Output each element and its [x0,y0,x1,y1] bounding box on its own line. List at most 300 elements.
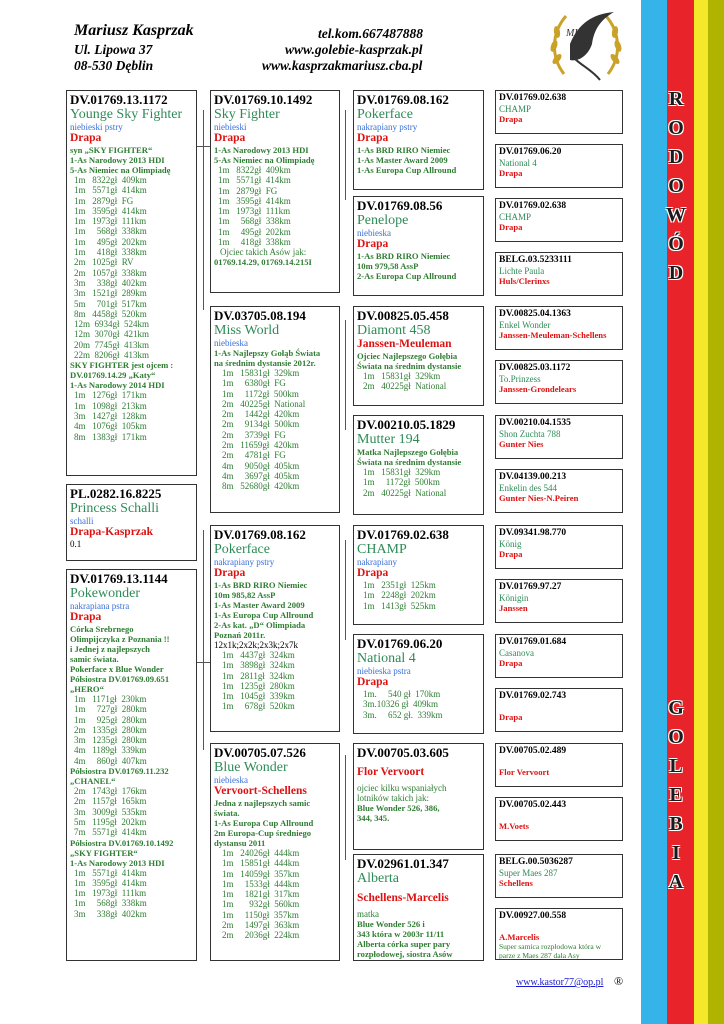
pigeon-card-sire [66,90,197,476]
pigeon-card-ancestor-11 [495,634,623,678]
results-list [214,368,336,492]
side-letter: W [666,204,686,226]
pigeon-name [499,922,619,932]
pigeon-name: Sky Fighter [214,107,280,122]
result-row: 2m 2036gł 224km [222,930,300,941]
pigeon-name: To.Prinzess [499,374,541,384]
pigeon-name [499,811,619,821]
pigeon-name: Alberta [357,871,399,886]
result-row: 1m 2879gł FG [74,195,134,206]
pigeon-name: Princess Schalli [70,501,160,516]
achievement-line: 1-As Europa Cup Allround [214,610,314,620]
breeder: Drapa [214,567,246,579]
offspring-label: Ojciec takich Asów jak: [220,247,307,258]
side-letter: I [672,842,680,864]
achievement-line: rozpłodowej, siostra Asów [357,949,453,959]
ring-number: DV.02961.01.347 [357,856,449,871]
owner-phone: tel.kom.667487888 [318,26,423,41]
result-row: 1m 2351gł 125km [363,580,436,590]
logo-monogram: MK [566,28,581,39]
ring-number: BELG.00.5036287 [499,857,573,867]
pigeon-color: niebieska [214,338,248,348]
side-letter: R [668,88,684,110]
pigeon-name: Pokerface [214,542,270,557]
pigeon-card-parent-5 [353,525,484,625]
description: Super samica rozpłodowa która w parze z Maes 287 dała Asy [499,942,602,960]
pigeon-card-princess [66,484,197,561]
pigeon-card-ancestor-2 [495,144,623,188]
result-row: 1m 15831gł 329km [363,467,441,477]
results-list-2 [70,786,193,837]
result-row: 1m 678gł 520km [222,701,295,712]
result-row: 4m 1076gł 105km [74,421,147,432]
ring-number: DV.01769.08.162 [214,527,306,542]
achievements [70,624,193,674]
pigeon-color: nakrapiany pstry [357,122,418,132]
result-row: 1m 5571gł 414km [218,175,291,186]
breeder: Drapa [499,114,523,124]
wins-summary: 12x1k;2x2k;2x3k;2x7k [214,640,299,650]
pigeon-color: niebieski [214,122,247,132]
achievements [214,798,336,848]
result-row: 4m 3697gł 405km [222,470,300,481]
result-row: 1m 15851gł 444km [222,858,300,869]
achievement-line: Blue Wonder 526 i [357,919,425,929]
result-row: 2m 1497gł 363km [222,920,300,931]
achievement-line: 10m 985,82 AssP [214,590,276,600]
result-row: 1m 14059gł 357km [222,868,300,879]
pigeon-card-ancestor-6 [495,360,623,404]
achievement-line: 5-As Niemiec na Olimpiadę [214,155,315,165]
result-row: 3m 1521gł 289km [74,288,147,299]
pigeon-card-parent-4 [353,415,484,515]
result-row: 2m 1057gł 338km [74,267,147,278]
achievement-line: 2-As Europa Cup Allround [357,271,457,281]
breeder: Drapa [357,567,389,579]
pigeon-color: nakrapiana pstra [70,601,130,611]
breeder: Drapa [70,611,102,623]
result-row: 22m 8206gł 413km [74,350,150,361]
side-letter: O [668,175,684,197]
breeder: Huls/Clerinxs [499,276,550,286]
result-row: 2m 1025gł RV [74,257,134,268]
breeder: Drapa [499,658,523,668]
breeder: Drapa [499,222,523,232]
description: ojciec kilku wspaniałych lotników takich jak: [357,783,447,803]
ring-number: BELG.03.5233111 [499,255,572,265]
result-row: 20m 7745gł 413km [74,339,150,350]
breeder: Drapa [357,132,389,144]
breeder: Schellens [499,878,533,888]
achievement-line: 1-As Europa Cup Allround [214,818,314,828]
pigeon-card-parent-3 [353,306,484,406]
pigeon-color: nakrapiany pstry [214,557,275,567]
side-letter: B [669,813,683,835]
achievement-line: 1-As Master Award 2009 [214,600,305,610]
pigeon-name: Super Maes 287 [499,868,558,878]
logo-wreath-icon [548,4,624,88]
pigeon-card-sky-fighter [210,90,340,293]
breeder: Janssen-Meuleman [357,338,452,350]
result-row: 1m 1171gł 230km [74,694,147,704]
result-row: 2m 40225gł National [363,487,447,498]
ring-number: DV.00825.03.1172 [499,363,571,373]
result-row: 1m 1413gł 525km [363,600,436,611]
result-row: 1m 1973gł 111km [218,206,291,217]
pigeon-name: CHAMP [357,542,407,557]
ring-number: DV.00705.03.605 [357,745,449,760]
achievement-line: Ojciec Najlepszego Gołębia [357,351,458,361]
result-row: 1m 2248gł 202km [363,590,436,601]
ring-number: DV.01769.10.1492 [214,92,313,107]
ring-number: DV.00210.04.1535 [499,418,571,428]
owner-website-1[interactable]: www.golebie-kasprzak.pl [285,42,423,57]
breeder: A.Marcelis [499,932,540,942]
pigeon-color: nakrapiany [357,557,397,567]
result-row: 1m 568gł 338km [218,216,291,227]
result-row: 1m 1045gł 339km [222,691,295,702]
pigeon-card-parent-1 [353,90,484,190]
result-row: 1m 1973gł 111km [74,216,147,227]
result-row: 1m 495gł 202km [74,236,147,247]
ring-number: DV.00210.05.1829 [357,417,456,432]
result-row: 4m 860gł 407km [74,755,147,766]
breeder: Gunter Nies [499,439,544,449]
pigeon-card-ancestor-10 [495,579,623,623]
ring-number: DV.01769.06.20 [499,147,562,157]
pigeon-card-ancestor-7 [495,415,623,459]
pigeon-card-ancestor-15 [495,854,623,898]
result-row: 3m 1427gł 128km [74,410,147,421]
ring-number: DV.01769.02.743 [499,691,567,701]
pigeon-card-dam [66,569,197,961]
breeder: Janssen [499,603,528,613]
breeder: Drapa [70,132,102,144]
result-row: 2m 11659gł 420km [222,440,299,451]
breeder: Drapa [357,676,389,688]
pigeon-card-pokerface-2 [210,525,340,732]
result-row: 1m 6380gł FG [222,378,286,389]
owner-website-2[interactable]: www.kasprzakmariusz.cba.pl [262,58,423,73]
offspring-notes [70,360,193,390]
results-list [214,650,336,712]
pigeon-card-ancestor-16 [495,908,623,960]
pigeon-card-ancestor-12 [495,688,623,732]
connector-3 [203,110,204,310]
achievement-line: Świata na średnim dystansie [357,457,462,467]
result-row: 12m 6934gł 524km [74,319,150,330]
breeder: Flor Vervoort [357,766,425,778]
result-row: 1m 1172gł 500km [222,388,299,399]
side-letter: D [668,262,684,284]
result-row: 1m 495gł 202km [218,226,291,237]
pigeon-color: niebieska [214,775,248,785]
ring-number: DV.00705.02.489 [499,746,567,756]
connector-5 [345,110,346,200]
sibling-notes-3 [70,838,193,868]
breeder: Drapa [499,549,523,559]
achievement-line: Pokerface x Blue Wonder [70,664,164,674]
owner-street: Ul. Lipowa 37 [74,42,153,57]
achievement-line: Półsiostra DV.01769.11.232 [70,766,169,777]
side-letter: O [668,117,684,139]
achievements [70,145,193,175]
achievement-line: na średnim dystansie 2012r. [214,358,316,368]
breeder: Drapa [357,238,389,250]
pigeon-color: niebieski pstry [70,122,123,132]
result-row: 1m 8322gł 409km [74,175,147,185]
achievement-line: świata. [214,808,240,818]
result-row: 5m 1195gł 202km [74,816,147,827]
pigeon-card-ancestor-1 [495,90,623,134]
achievement-line: „SKY FIGHTER“ [70,847,138,858]
achievement-line: 1-As Narodowy 2014 HDI [70,380,165,391]
sibling-notes [70,674,193,694]
pigeon-card-ancestor-9 [495,525,623,569]
result-row: 2m 1157gł 165km [74,796,147,807]
achievement-line: Świata na średnim dystansie [357,361,462,371]
results-list [214,165,336,247]
pigeon-name: Diamont 458 [357,323,431,338]
pigeon-card-miss-world [210,306,340,513]
result-row: 1m 1098gł 213km [74,400,147,411]
pigeon-name: Younge Sky Fighter [70,107,183,122]
ring-number: DV.04139.00.213 [499,472,567,482]
result-row: 12m 3070gł 421km [74,329,150,340]
pigeon-card-parent-8 [353,854,484,961]
achievement-line: 1-As Narodowy 2013 HDI [70,155,165,165]
breeder: Janssen-Meuleman-Schellens [499,330,607,340]
result-row: 1m 1533gł 444km [222,878,300,889]
result-row: 1m 15831gł 329km [222,368,300,378]
pigeon-card-ancestor-5 [495,306,623,350]
achievement-line: Blue Wonder 526, 386, [357,803,440,813]
pigeon-card-ancestor-8 [495,469,623,513]
result-row: 1m 3595gł 414km [218,195,291,206]
offspring-list [214,257,336,267]
result-row: 1m 418gł 338km [74,247,147,258]
achievements [214,580,336,640]
result-row: 1m 932gł 560km [222,899,300,910]
ring-number: DV.00825.05.458 [357,308,449,323]
pigeon-color: schalli [70,516,94,526]
pigeon-name: Penelope [357,213,409,228]
achievement-line: „CHANEL“ [70,776,116,787]
achievement-line: 1-As Master Award 2009 [357,155,448,165]
connector-8 [345,755,346,860]
result-row: 1m 1973gł 111km [74,888,147,899]
achievement-line: Półsiostra DV.01769.09.651 [70,674,170,684]
achievement-line: 1-As BRD RIRO Niemiec [357,145,451,155]
result-row: 2m 1335gł 280km [74,724,147,735]
achievement-line: i Jednej z najlepszych [70,644,150,654]
achievement-line: „HERO“ [70,684,104,694]
result-row: 1m 3595gł 414km [74,205,147,216]
pigeon-name: Shon Zuchta 788 [499,429,561,439]
ring-number: DV.01769.13.1144 [70,571,168,586]
owner-name: Mariusz Kasprzak [74,22,194,39]
pigeon-name: Blue Wonder [214,760,288,775]
ring-number: DV.01769.97.27 [499,582,562,592]
ring-number: DV.01769.08.56 [357,198,443,213]
result-row: 1m 418gł 338km [218,237,291,248]
result-row: 2m 40225gł National [363,381,447,392]
result-row: 1m 15831gł 329km [363,371,441,381]
results-list [70,175,193,360]
side-letter: E [669,784,683,806]
side-letter: Ó [668,233,684,255]
achievement-line: 344, 345. [357,813,390,823]
ring-number: DV.09341.98.770 [499,528,567,538]
ring-number: DV.01769.06.20 [357,636,443,651]
breeder: Schellens-Marcelis [357,892,449,904]
achievement-line: 10m 979,58 AssP [357,261,419,271]
result-row: 1m 568gł 338km [74,898,147,909]
pigeon-card-ancestor-13 [495,743,623,787]
result-row: 8m 52680gł 420km [222,481,300,492]
description: matka [357,909,379,919]
breeder: M.Voets [499,821,529,831]
footer-link[interactable]: www.kastor77@op.pl [516,977,604,988]
breeder: Gunter Nies-N.Peiren [499,493,579,503]
ring-number: DV.01769.02.638 [357,527,449,542]
result-row: 5m 701gł 517km [74,298,147,309]
result-row: 1m 8322gł 409km [218,165,291,175]
result-row: 3m 338gł 402km [74,277,147,288]
result-row: 2m 40225gł National [222,398,306,409]
breeder: Drapa [499,168,523,178]
achievement-line: Matka Najlepszego Gołębia [357,447,459,457]
pigeon-card-parent-7 [353,743,484,850]
result-row: 2m 4781gł FG [222,450,286,461]
ring-number: DV.00705.02.443 [499,800,567,810]
ring-number: DV.01769.01.684 [499,637,567,647]
achievement-line: 1-As Narodowy 2013 HDI [214,145,309,155]
side-letter: L [669,755,683,777]
achievement-line: 1-As Narodowy 2013 HDI [70,857,165,868]
pigeon-name [499,757,619,767]
pigeon-name: National 4 [499,158,537,168]
achievement-line: 1-As BRD RIRO Niemiec [214,580,308,590]
connector-6 [345,320,346,430]
result-row: 3m.10326 gł 409km [363,699,439,710]
results-list-3 [70,868,193,919]
result-row: 1m 727gł 280km [74,704,147,715]
connector-4 [203,530,204,750]
side-letter: D [668,146,684,168]
achievement-line: Córka Srebrnego [70,624,134,634]
achievement-line: 343 która w 2003r 11/11 [357,929,445,939]
result-row: 2m 1442gł 420km [222,409,300,420]
pigeon-name: Enkel Wonder [499,320,551,330]
breeder: Janssen-Grondelears [499,384,577,394]
achievement-line: 5-As Niemiec na Olimpiadę [70,165,171,175]
pigeon-name: Miss World [214,323,280,338]
result-row: 4m 9050gł 405km [222,460,300,471]
pigeon-card-ancestor-14 [495,797,623,841]
ring-number: PL.0282.16.8225 [70,486,162,501]
ring-number: DV.03705.08.194 [214,308,306,323]
result-row: 2m 3739gł FG [222,429,286,440]
result-row: 1m 925gł 280km [74,714,147,725]
ring-number: DV.01769.02.638 [499,93,567,103]
result-row: 3m 3009gł 535km [74,806,147,817]
achievements [214,348,336,368]
side-letter: O [668,726,684,748]
ring-number: DV.00705.07.526 [214,745,306,760]
achievement-line: syn „SKY FIGHTER“ [70,145,153,155]
pigeon-card-parent-2 [353,196,484,296]
result-row: 1m 5571gł 414km [74,867,147,878]
result-row: 1m 5571gł 414km [74,185,147,196]
result-row: 8m 1383gł 171km [74,431,147,442]
result-row: 4m 1189gł 339km [74,745,147,756]
stripe-olive [708,0,724,1024]
result-row: 1m 1172gł 500km [363,477,440,488]
stripe-yellow [694,0,708,1024]
achievement-line: Jedna z najlepszych samic [214,798,311,808]
result-row: 3m. 652 gł. 339km [363,709,443,720]
achievement-line: 2-As kat. „D“ Olimpiada [214,620,306,630]
ring-number: DV.01769.13.1172 [70,92,168,107]
pigeon-name [499,702,619,712]
pigeon-color: niebieska [357,228,391,238]
achievement-line: Alberta córka super pary [357,939,451,949]
ring-number: DV.00825.04.1363 [499,309,571,319]
result-row: 8m 4458gł 520km [74,308,147,319]
registered-mark: ® [614,974,624,988]
offspring-results [70,390,193,441]
breeder: Drapa [214,132,246,144]
breeder: Drapa-Kasprzak [70,526,154,538]
result-row: 1m 1276gł 171km [74,390,147,401]
result-row: 1m 568gł 338km [74,226,147,237]
result-row: 1m 3898gł 324km [222,660,295,671]
achievement-line: samic świata. [70,654,119,664]
achievement-line: 01769.14.29, 01769.14.215I [214,257,312,268]
pigeon-name: CHAMP [499,212,532,222]
pigeon-name: CHAMP [499,104,532,114]
achievement-line: DV.01769.14.29 „Katy“ [70,370,156,381]
achievement-line: Olimpijczyka z Poznania !! [70,634,170,644]
pigeon-color: niebieska pstra [357,666,411,676]
pigeon-card-ancestor-4 [495,252,623,296]
achievement-line: 1-As BRD RIRO Niemiec [357,251,451,261]
achievement-line: Półsiostra DV.01769.10.1492 [70,837,174,848]
sex-code: 0.1 [70,539,82,549]
breeder: Flor Vervoort [499,767,550,777]
ring-number: DV.01769.08.162 [357,92,449,107]
achievement-line: 1-As Europa Cup Allround [357,165,457,175]
result-row: 1m 1821gł 317km [222,889,300,900]
pigeon-card-parent-6 [353,634,484,734]
pigeon-name: Enkelin des 544 [499,483,557,493]
pigeon-name: National 4 [357,651,416,666]
pigeon-card-blue-wonder [210,743,340,961]
result-row: 1m 24026gł 444km [222,848,300,858]
result-row: 7m 5571gł 414km [74,827,147,838]
achievement-line: dystansu 2011 [214,838,266,848]
side-letter: G [668,697,684,719]
result-row: 3m 1235gł 280km [74,735,147,746]
achievement-line: 1-As Najlepszy Gołąb Świata [214,348,321,358]
sibling-notes-2 [70,766,193,786]
result-row: 1m 3595gł 414km [74,877,147,888]
results-list [214,848,336,941]
ring-number: DV.01769.02.638 [499,201,567,211]
achievements [214,145,336,165]
pigeon-name: Königin [499,593,529,603]
